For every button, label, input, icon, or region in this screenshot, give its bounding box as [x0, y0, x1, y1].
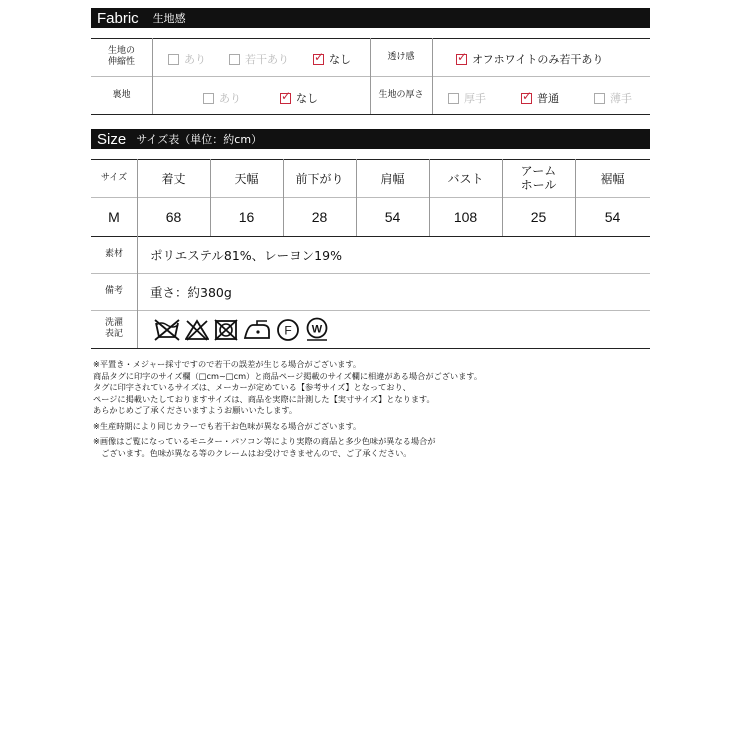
- care-symbols: [154, 317, 334, 347]
- checkbox-icon: [203, 93, 214, 104]
- option-label: 若干あり: [245, 53, 289, 66]
- size-title-jp: サイズ表（単位：約cm）: [136, 133, 263, 146]
- remarks-label: 備考: [104, 286, 123, 296]
- bust-value: 108: [453, 208, 478, 225]
- material-label: 素材: [104, 249, 123, 259]
- lining-label: 裏地: [112, 89, 131, 100]
- iron-low-icon: [243, 319, 271, 345]
- notes: [93, 359, 482, 459]
- hem-width-column-header: 裾幅: [600, 171, 625, 186]
- divider: [91, 114, 650, 115]
- option-label: オフホワイトのみ若干あり: [472, 53, 604, 66]
- checked-checkbox-icon: [521, 93, 532, 104]
- fabric-section-header: [91, 8, 650, 28]
- size-value: M: [108, 208, 120, 225]
- checked-checkbox-icon: [313, 54, 324, 65]
- note-line: あらかじめご了承くださいますようお願いいたします。: [93, 405, 298, 415]
- dry-clean-f-icon: [276, 318, 300, 346]
- checked-checkbox-icon: [280, 93, 291, 104]
- option-label: あり: [219, 92, 241, 105]
- checkbox-icon: [229, 54, 240, 65]
- lining-option-none[interactable]: [280, 90, 318, 106]
- option-label: なし: [296, 92, 318, 105]
- care-label-line: 表記: [104, 329, 123, 339]
- divider: [432, 38, 433, 114]
- note-line: タグに印字されているサイズは、メーカーが定めている【参考サイズ】となっており、: [93, 382, 411, 392]
- size-title-en: Size: [97, 130, 127, 148]
- note-line: 商品タグに印字のサイズ欄（□cm~□cm）と商品ページ掲載のサイズ欄に相違がある場合がございます。: [93, 370, 483, 381]
- thickness-option-thin[interactable]: [594, 90, 632, 106]
- stretch-label-line: 生地の: [107, 46, 135, 56]
- no-bleach-icon: [185, 319, 209, 345]
- stretch-option-yes[interactable]: [168, 51, 206, 67]
- hem-width-value: 54: [604, 208, 621, 225]
- bust-column-header: バスト: [447, 171, 484, 186]
- no-tumble-dry-icon: [214, 319, 238, 345]
- fabric-title-en: Fabric: [97, 9, 139, 27]
- shoulder-value: 54: [384, 208, 401, 225]
- divider: [152, 38, 153, 114]
- length-column-header: 着丈: [161, 171, 186, 186]
- size-column-header: サイズ: [100, 172, 128, 183]
- option-label: なし: [329, 53, 351, 66]
- wet-clean-w-icon: [305, 317, 329, 347]
- material-value: ポリエステル81%、レーヨン19%: [150, 247, 342, 263]
- option-label: あり: [184, 53, 206, 66]
- no-wash-icon: [154, 319, 180, 345]
- shoulder-column-header: 肩幅: [380, 171, 405, 186]
- stretch-option-slight[interactable]: [229, 51, 289, 67]
- note-line: ※生産時期により同じカラーでも若干お色味が異なる場合がございます。: [93, 420, 362, 431]
- checked-checkbox-icon: [456, 54, 467, 65]
- stretch-option-none[interactable]: [313, 51, 351, 67]
- divider: [91, 348, 650, 349]
- front-drop-column-header: 前下がり: [295, 171, 344, 186]
- note-line: ※平置き・メジャー採寸ですので若干の誤差が生じる場合がございます。: [93, 359, 362, 369]
- armhole-column-header: アーム ホール: [520, 164, 557, 192]
- note-line: ※画像はご覧になっているモニター・パソコン等により実際の商品と多少色味が異なる場合が: [93, 436, 436, 446]
- length-value: 68: [165, 208, 182, 225]
- svg-text:F: F: [284, 323, 292, 338]
- thickness-option-thick[interactable]: [448, 90, 486, 106]
- thickness-option-normal[interactable]: [521, 90, 559, 106]
- size-section-header: [91, 129, 650, 149]
- svg-text:W: W: [311, 323, 323, 336]
- front-drop-value: 28: [311, 208, 328, 225]
- option-label: 薄手: [610, 92, 632, 105]
- checkbox-icon: [448, 93, 459, 104]
- thickness-label: 生地の厚さ: [378, 89, 424, 100]
- fabric-title-jp: 生地感: [152, 12, 186, 25]
- stretch-label-line: 伸縮性: [107, 57, 135, 67]
- stretch-label: [91, 38, 152, 76]
- remarks-value: 重さ：約380g: [150, 284, 232, 300]
- care-label-line: 洗濯: [104, 318, 123, 328]
- checkbox-icon: [168, 54, 179, 65]
- option-label: 厚手: [464, 92, 486, 105]
- lining-option-yes[interactable]: [203, 90, 241, 106]
- transparency-label: 透け感: [387, 51, 415, 62]
- divider: [91, 310, 650, 311]
- note-line: ページに掲載いたしておりますサイズは、商品を実際に計測した【実寸サイズ】となります。: [93, 393, 435, 404]
- neck-width-value: 16: [238, 208, 255, 225]
- neck-width-column-header: 天幅: [234, 171, 259, 186]
- option-label: 普通: [537, 92, 559, 105]
- armhole-value: 25: [530, 208, 547, 225]
- checkbox-icon: [594, 93, 605, 104]
- note-line: ございます。色味が異なる等のクレームはお受けできませんので、ご了承ください。: [93, 447, 412, 458]
- transparency-option-offwhite[interactable]: [456, 51, 603, 67]
- care-label: [91, 310, 137, 348]
